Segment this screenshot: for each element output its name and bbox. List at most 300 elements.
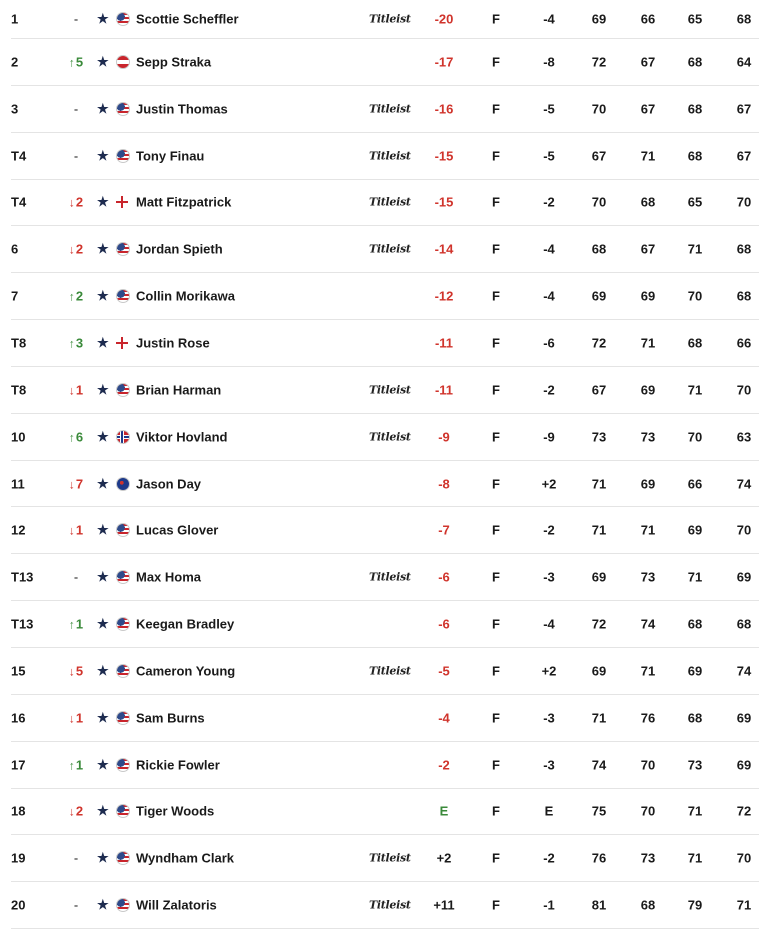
round-4-score: 68 — [736, 288, 752, 304]
player-name[interactable]: Jason Day — [136, 476, 202, 492]
sponsor-logo: Titleist — [369, 102, 411, 116]
round-1-score: 72 — [591, 54, 607, 70]
round-4-score: 68 — [736, 241, 752, 257]
round-1-score: 69 — [591, 288, 607, 304]
sponsor-logo: Titleist — [369, 898, 411, 912]
round-2-score: 68 — [640, 897, 656, 913]
total-score: +2 — [436, 850, 452, 866]
favorite-star-icon[interactable]: ★ — [97, 850, 109, 866]
position: T4 — [11, 148, 27, 164]
favorite-star-icon[interactable]: ★ — [97, 662, 109, 678]
position-movement — [61, 617, 91, 632]
sponsor-logo: Titleist — [369, 664, 411, 678]
round-2-score: 74 — [640, 616, 656, 632]
position-movement — [61, 54, 91, 69]
table-row[interactable] — [11, 835, 759, 882]
round-1-score: 70 — [591, 101, 607, 117]
today-score: -4 — [543, 288, 555, 304]
total-score: E — [439, 803, 449, 819]
round-2-score: 76 — [640, 710, 656, 726]
round-1-score: 73 — [591, 429, 607, 445]
table-row[interactable] — [11, 226, 759, 273]
position-movement — [61, 148, 91, 163]
favorite-star-icon[interactable]: ★ — [97, 11, 109, 26]
today-score: +2 — [541, 476, 557, 492]
thru: F — [492, 382, 500, 398]
country-flag-icon — [116, 617, 130, 631]
round-1-score: 67 — [591, 148, 607, 164]
thru: F — [492, 11, 500, 27]
round-3-score: 68 — [687, 710, 703, 726]
table-row[interactable] — [11, 601, 759, 648]
today-score: -3 — [543, 757, 555, 773]
round-2-score: 67 — [640, 54, 656, 70]
round-1-score: 72 — [591, 616, 607, 632]
round-1-score: 74 — [591, 757, 607, 773]
table-row[interactable] — [11, 320, 759, 367]
round-1-score: 67 — [591, 382, 607, 398]
movement-value: 2 — [75, 288, 84, 304]
total-score: -9 — [438, 429, 450, 445]
round-4-score: 72 — [736, 803, 752, 819]
favorite-star-icon[interactable]: ★ — [97, 569, 109, 585]
player-name[interactable]: Will Zalatoris — [136, 897, 217, 913]
round-1-score: 68 — [591, 241, 607, 257]
table-row[interactable] — [11, 180, 759, 227]
favorite-star-icon[interactable]: ★ — [97, 522, 109, 538]
position-movement — [61, 289, 91, 304]
movement-value: - — [73, 897, 79, 913]
today-score: -3 — [543, 710, 555, 726]
round-4-score: 69 — [736, 569, 752, 585]
today-score: E — [544, 803, 554, 819]
player-name[interactable]: Justin Rose — [136, 335, 210, 351]
favorite-star-icon[interactable]: ★ — [97, 100, 109, 116]
position-movement — [61, 804, 91, 819]
round-2-score: 73 — [640, 850, 656, 866]
country-flag-icon — [116, 12, 130, 26]
movement-value: 1 — [75, 710, 84, 726]
position: T13 — [11, 569, 34, 585]
movement-value: 1 — [75, 616, 84, 632]
movement-value: - — [73, 101, 79, 117]
position: 15 — [11, 663, 26, 679]
arrow-down-icon: ↓ — [68, 242, 75, 257]
movement-value: 7 — [75, 476, 84, 492]
round-3-score: 71 — [687, 803, 703, 819]
favorite-star-icon[interactable]: ★ — [97, 803, 109, 819]
round-2-score: 69 — [640, 382, 656, 398]
thru: F — [492, 241, 500, 257]
arrow-up-icon: ↑ — [68, 336, 75, 351]
thru: F — [492, 616, 500, 632]
sponsor-logo: Titleist — [369, 383, 411, 397]
round-4-score: 67 — [736, 101, 752, 117]
round-4-score: 74 — [736, 663, 752, 679]
round-3-score: 79 — [687, 897, 703, 913]
movement-value: 3 — [75, 335, 84, 351]
country-flag-icon — [116, 196, 128, 208]
movement-value: 1 — [75, 757, 84, 773]
country-flag-icon — [116, 430, 130, 444]
round-3-score: 68 — [687, 335, 703, 351]
sponsor-logo: Titleist — [369, 195, 411, 209]
round-2-score: 69 — [640, 288, 656, 304]
round-3-score: 69 — [687, 522, 703, 538]
round-4-score: 63 — [736, 429, 752, 445]
today-score: -4 — [543, 11, 555, 27]
position: T8 — [11, 335, 27, 351]
total-score: -4 — [438, 710, 450, 726]
round-1-score: 75 — [591, 803, 607, 819]
thru: F — [492, 54, 500, 70]
movement-value: 2 — [75, 803, 84, 819]
country-flag-icon — [116, 898, 130, 912]
table-row[interactable] — [11, 86, 759, 133]
favorite-star-icon[interactable]: ★ — [97, 428, 109, 444]
round-1-score: 70 — [591, 194, 607, 210]
total-score: -20 — [434, 11, 454, 27]
round-4-score: 68 — [736, 11, 752, 27]
sponsor-logo: Titleist — [369, 149, 411, 163]
round-2-score: 69 — [640, 476, 656, 492]
total-score: -11 — [434, 382, 454, 398]
country-flag-icon — [116, 758, 130, 772]
movement-value: 1 — [75, 522, 84, 538]
country-flag-icon — [116, 570, 130, 584]
round-1-score: 71 — [591, 522, 607, 538]
country-flag-icon — [116, 55, 130, 69]
arrow-up-icon: ↑ — [68, 289, 75, 304]
movement-value: - — [73, 148, 79, 164]
movement-value: 2 — [75, 241, 84, 257]
thru: F — [492, 429, 500, 445]
thru: F — [492, 569, 500, 585]
player-name[interactable]: Justin Thomas — [136, 101, 228, 117]
round-2-score: 67 — [640, 101, 656, 117]
favorite-star-icon[interactable]: ★ — [97, 147, 109, 163]
movement-value: - — [73, 850, 79, 866]
player-name[interactable]: Brian Harman — [136, 382, 222, 398]
position-movement — [61, 335, 91, 350]
player-name[interactable]: Scottie Scheffler — [136, 11, 239, 27]
round-3-score: 68 — [687, 148, 703, 164]
round-3-score: 66 — [687, 476, 703, 492]
country-flag-icon — [116, 289, 130, 303]
round-2-score: 73 — [640, 429, 656, 445]
position: T8 — [11, 382, 27, 398]
total-score: -7 — [438, 522, 450, 538]
player-name[interactable]: Matt Fitzpatrick — [136, 194, 232, 210]
position: 16 — [11, 710, 26, 726]
total-score: -8 — [438, 476, 450, 492]
today-score: +2 — [541, 663, 557, 679]
position: 10 — [11, 429, 26, 445]
thru: F — [492, 803, 500, 819]
player-name[interactable]: Wyndham Clark — [136, 850, 235, 866]
arrow-down-icon: ↓ — [68, 477, 75, 492]
round-4-score: 70 — [736, 194, 752, 210]
arrow-down-icon: ↓ — [68, 664, 75, 679]
thru: F — [492, 101, 500, 117]
movement-value: 5 — [75, 663, 84, 679]
table-row[interactable] — [11, 461, 759, 508]
round-1-score: 81 — [591, 897, 607, 913]
player-name[interactable]: Max Homa — [136, 569, 202, 585]
thru: F — [492, 335, 500, 351]
position-movement — [61, 476, 91, 491]
today-score: -5 — [543, 148, 555, 164]
sponsor-logo: Titleist — [369, 430, 411, 444]
player-name[interactable]: Collin Morikawa — [136, 288, 235, 304]
round-2-score: 73 — [640, 569, 656, 585]
position: 17 — [11, 757, 26, 773]
position-movement — [61, 382, 91, 397]
player-name[interactable]: Rickie Fowler — [136, 757, 220, 773]
round-2-score: 67 — [640, 241, 656, 257]
today-score: -8 — [543, 54, 555, 70]
arrow-down-icon: ↓ — [68, 523, 75, 538]
today-score: -5 — [543, 101, 555, 117]
round-1-score: 71 — [591, 476, 607, 492]
today-score: -2 — [543, 522, 555, 538]
player-name[interactable]: Lucas Glover — [136, 522, 219, 538]
round-4-score: 69 — [736, 757, 752, 773]
table-row[interactable] — [11, 554, 759, 601]
sponsor-logo: Titleist — [369, 851, 411, 865]
round-1-score: 71 — [591, 710, 607, 726]
favorite-star-icon[interactable]: ★ — [97, 756, 109, 772]
country-flag-icon — [116, 102, 130, 116]
favorite-star-icon[interactable]: ★ — [97, 334, 109, 350]
total-score: -2 — [438, 757, 450, 773]
thru: F — [492, 288, 500, 304]
position-movement — [61, 757, 91, 772]
total-score: -17 — [434, 54, 454, 70]
favorite-star-icon[interactable]: ★ — [97, 475, 109, 491]
country-flag-icon — [116, 664, 130, 678]
position-movement — [61, 429, 91, 444]
favorite-star-icon[interactable]: ★ — [97, 53, 109, 69]
total-score: -15 — [434, 148, 454, 164]
position: 12 — [11, 522, 26, 538]
country-flag-icon — [116, 242, 130, 256]
position: 1 — [11, 11, 19, 27]
table-row[interactable] — [11, 39, 759, 86]
round-3-score: 71 — [687, 850, 703, 866]
sponsor-logo: Titleist — [369, 242, 411, 256]
table-row[interactable] — [11, 882, 759, 929]
total-score: -5 — [438, 663, 450, 679]
round-2-score: 71 — [640, 148, 656, 164]
today-score: -4 — [543, 241, 555, 257]
round-3-score: 69 — [687, 663, 703, 679]
round-1-score: 72 — [591, 335, 607, 351]
round-4-score: 70 — [736, 522, 752, 538]
country-flag-icon — [116, 337, 128, 349]
country-flag-icon — [116, 851, 130, 865]
movement-value: - — [73, 569, 79, 585]
round-1-score: 76 — [591, 850, 607, 866]
total-score: -12 — [434, 288, 454, 304]
sponsor-logo: Titleist — [369, 570, 411, 584]
thru: F — [492, 663, 500, 679]
position: 3 — [11, 101, 19, 117]
table-row[interactable] — [11, 648, 759, 695]
position: 6 — [11, 241, 19, 257]
position-movement — [61, 710, 91, 725]
arrow-down-icon: ↓ — [68, 195, 75, 210]
table-row[interactable] — [11, 695, 759, 742]
player-name[interactable]: Sepp Straka — [136, 54, 212, 70]
favorite-star-icon[interactable]: ★ — [97, 709, 109, 725]
today-score: -1 — [543, 897, 555, 913]
round-2-score: 68 — [640, 194, 656, 210]
round-3-score: 65 — [687, 11, 703, 27]
position: 11 — [11, 476, 25, 492]
round-4-score: 70 — [736, 850, 752, 866]
round-4-score: 68 — [736, 616, 752, 632]
round-3-score: 71 — [687, 569, 703, 585]
thru: F — [492, 710, 500, 726]
player-name[interactable]: Cameron Young — [136, 663, 236, 679]
country-flag-icon — [116, 149, 130, 163]
thru: F — [492, 897, 500, 913]
player-name[interactable]: Viktor Hovland — [136, 429, 228, 445]
country-flag-icon — [116, 711, 130, 725]
table-row[interactable] — [11, 273, 759, 320]
favorite-star-icon[interactable]: ★ — [97, 241, 109, 257]
arrow-up-icon: ↑ — [68, 430, 75, 445]
total-score: +11 — [433, 897, 455, 913]
table-row[interactable] — [11, 742, 759, 789]
round-2-score: 70 — [640, 803, 656, 819]
country-flag-icon — [116, 383, 130, 397]
movement-value: 6 — [75, 429, 84, 445]
favorite-star-icon[interactable]: ★ — [97, 381, 109, 397]
arrow-up-icon: ↑ — [68, 55, 75, 70]
table-row[interactable] — [11, 367, 759, 414]
round-2-score: 70 — [640, 757, 656, 773]
thru: F — [492, 194, 500, 210]
round-1-score: 69 — [591, 569, 607, 585]
table-row[interactable] — [11, 0, 759, 39]
round-1-score: 69 — [591, 11, 607, 27]
table-row[interactable] — [11, 414, 759, 461]
thru: F — [492, 148, 500, 164]
round-3-score: 65 — [687, 194, 703, 210]
total-score: -16 — [434, 101, 454, 117]
arrow-down-icon: ↓ — [68, 804, 75, 819]
position: 2 — [11, 54, 19, 70]
position-movement — [61, 570, 91, 585]
round-4-score: 69 — [736, 710, 752, 726]
position-movement — [61, 851, 91, 866]
today-score: -2 — [543, 850, 555, 866]
player-name[interactable]: Keegan Bradley — [136, 616, 235, 632]
country-flag-icon — [116, 477, 130, 491]
favorite-star-icon[interactable]: ★ — [97, 616, 109, 632]
today-score: -4 — [543, 616, 555, 632]
today-score: -9 — [543, 429, 555, 445]
position: T4 — [11, 194, 27, 210]
favorite-star-icon[interactable]: ★ — [97, 288, 109, 304]
position-movement — [61, 663, 91, 678]
round-2-score: 71 — [640, 663, 656, 679]
position: 18 — [11, 803, 26, 819]
position: 20 — [11, 897, 26, 913]
position-movement — [61, 101, 91, 116]
player-name[interactable]: Tony Finau — [136, 148, 205, 164]
round-4-score: 66 — [736, 335, 752, 351]
movement-value: 2 — [75, 194, 84, 210]
arrow-down-icon: ↓ — [68, 711, 75, 726]
table-row[interactable] — [11, 789, 759, 836]
round-3-score: 68 — [687, 616, 703, 632]
round-2-score: 71 — [640, 335, 656, 351]
thru: F — [492, 476, 500, 492]
round-3-score: 70 — [687, 429, 703, 445]
favorite-star-icon[interactable]: ★ — [97, 194, 109, 210]
position-movement — [61, 523, 91, 538]
table-row[interactable] — [11, 133, 759, 180]
today-score: -2 — [543, 194, 555, 210]
player-name[interactable]: Tiger Woods — [136, 803, 215, 819]
round-1-score: 69 — [591, 663, 607, 679]
movement-value: 5 — [75, 54, 84, 70]
round-3-score: 71 — [687, 241, 703, 257]
table-row[interactable] — [11, 507, 759, 554]
total-score: -6 — [438, 616, 450, 632]
today-score: -3 — [543, 569, 555, 585]
movement-value: - — [73, 11, 79, 27]
movement-value: 1 — [75, 382, 84, 398]
round-3-score: 68 — [687, 54, 703, 70]
round-4-score: 67 — [736, 148, 752, 164]
round-4-score: 71 — [736, 897, 752, 913]
country-flag-icon — [116, 523, 130, 537]
player-name[interactable]: Jordan Spieth — [136, 241, 223, 257]
total-score: -6 — [438, 569, 450, 585]
round-4-score: 74 — [736, 476, 752, 492]
total-score: -11 — [434, 335, 454, 351]
position-movement — [61, 12, 91, 27]
total-score: -14 — [434, 241, 454, 257]
sponsor-logo: Titleist — [369, 12, 411, 26]
round-2-score: 66 — [640, 11, 656, 27]
position-movement — [61, 195, 91, 210]
favorite-star-icon[interactable]: ★ — [97, 897, 109, 913]
thru: F — [492, 757, 500, 773]
country-flag-icon — [116, 804, 130, 818]
round-3-score: 71 — [687, 382, 703, 398]
round-3-score: 73 — [687, 757, 703, 773]
arrow-up-icon: ↑ — [68, 758, 75, 773]
thru: F — [492, 522, 500, 538]
thru: F — [492, 850, 500, 866]
round-4-score: 64 — [736, 54, 752, 70]
today-score: -2 — [543, 382, 555, 398]
position: 7 — [11, 288, 19, 304]
round-2-score: 71 — [640, 522, 656, 538]
total-score: -15 — [434, 194, 454, 210]
arrow-up-icon: ↑ — [68, 617, 75, 632]
round-3-score: 68 — [687, 101, 703, 117]
player-name[interactable]: Sam Burns — [136, 710, 205, 726]
round-4-score: 70 — [736, 382, 752, 398]
today-score: -6 — [543, 335, 555, 351]
arrow-down-icon: ↓ — [68, 383, 75, 398]
